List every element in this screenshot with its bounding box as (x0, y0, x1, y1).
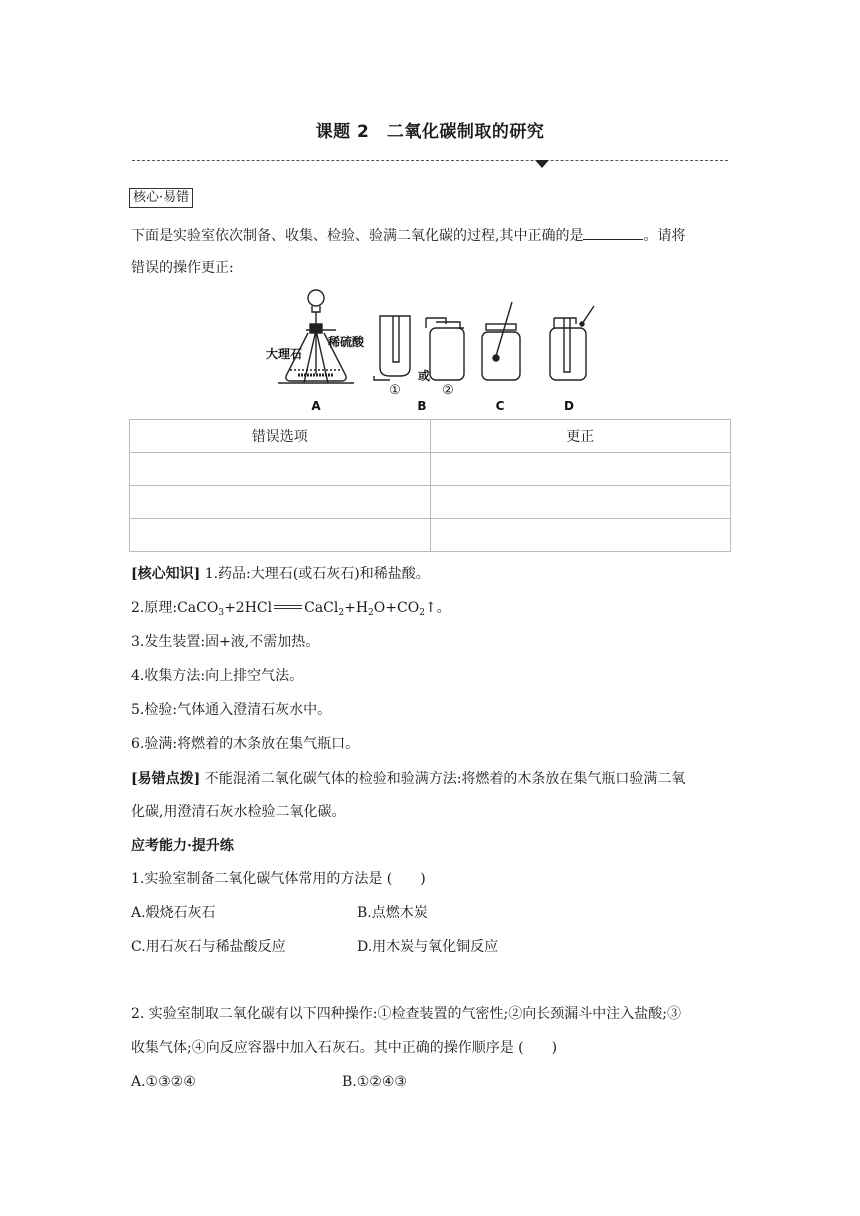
equation-sub: 2 (419, 608, 425, 618)
apparatus-figure (250, 284, 620, 416)
question-intro-text: 下面是实验室依次制备、收集、检验、验满二氧化碳的过程,其中正确的是 (131, 228, 584, 244)
practice-heading: 应考能力·提升练 (131, 838, 234, 854)
answer-cell[interactable] (430, 453, 731, 486)
label-2: ② (442, 383, 454, 398)
answer-cell[interactable] (130, 486, 431, 519)
label-marble: 大理石 (266, 347, 303, 361)
label-a: A (311, 399, 321, 413)
page-title: 课题 2 二氧化碳制取的研究 (315, 122, 545, 142)
label-1: ① (389, 383, 401, 398)
core-knowledge-item4: 4.收集方法:向上排空气法。 (131, 668, 304, 684)
table-header-row (130, 420, 731, 453)
q2-option-a[interactable]: A.①③②④ (131, 1074, 196, 1090)
apparatus-b2 (426, 318, 464, 380)
q1-option-b[interactable]: B.点燃木炭 (357, 905, 428, 921)
label-or: 或 (418, 369, 431, 383)
tip-line2: 化碳,用澄清石灰水检验二氧化碳。 (131, 804, 346, 820)
equation-text: O+CO (373, 600, 420, 616)
q2-stem-line1: 2. 实验室制取二氧化碳有以下四种操作:①检查装置的气密性;②向长颈漏斗中注入盐酸;③ (131, 1006, 681, 1022)
question-intro-line2: 错误的操作更正: (131, 260, 234, 276)
header-correction: 更正 (430, 420, 731, 453)
equation-text: ↑。 (424, 600, 451, 616)
q2-option-b[interactable]: B.①②④③ (342, 1074, 407, 1090)
table-row (130, 453, 731, 486)
header-wrong-option: 错误选项 (130, 420, 431, 453)
core-knowledge-item1: 1.药品:大理石(或石灰石)和稀盐酸。 (200, 566, 430, 582)
apparatus-b1 (374, 316, 410, 380)
core-knowledge-item3: 3.发生装置:固+液,不需加热。 (131, 634, 320, 650)
q1-stem: 1.实验室制备二氧化碳气体常用的方法是 ( ) (131, 871, 426, 887)
core-knowledge-label: [核心知识] (131, 566, 201, 582)
correction-table (129, 419, 731, 552)
core-knowledge-equation (131, 598, 451, 618)
q2-stem-line2: 收集气体;④向反应容器中加入石灰石。其中正确的操作顺序是 ( ) (131, 1040, 558, 1056)
q1-option-c[interactable]: C.用石灰石与稀盐酸反应 (131, 939, 286, 955)
core-knowledge-item5: 5.检验:气体通入澄清石灰水中。 (131, 702, 332, 718)
equation-sub: 2 (338, 608, 345, 618)
q1-option-d[interactable]: D.用木炭与氧化铜反应 (357, 939, 499, 955)
label-acid: 稀硫酸 (328, 335, 365, 349)
equation-sub: 2 (368, 608, 374, 618)
equation-text: 2.原理:CaCO (131, 600, 219, 616)
equation-text: +H (344, 600, 369, 616)
label-d: D (564, 399, 574, 413)
title-divider (132, 160, 728, 161)
table-row (130, 486, 731, 519)
equals-sign-icon (274, 605, 302, 611)
label-b: B (417, 399, 427, 413)
divider-marker-icon (535, 160, 549, 168)
equation-text: CaCl (304, 600, 339, 616)
question-intro-tail: 。请将 (643, 228, 686, 244)
equation-sub: 3 (218, 608, 225, 618)
core-knowledge-line1 (131, 564, 430, 584)
answer-cell[interactable] (430, 519, 731, 552)
apparatus-d (550, 306, 594, 380)
question-intro-line1 (131, 225, 685, 246)
tip-label: [易错点拨] (131, 771, 201, 787)
tip-line1 (131, 769, 685, 789)
q1-option-a[interactable]: A.煅烧石灰石 (131, 905, 216, 921)
apparatus-c (482, 302, 520, 380)
answer-cell[interactable] (130, 453, 431, 486)
table-row (130, 519, 731, 552)
tip-text: 不能混淆二氧化碳气体的检验和验满方法:将燃着的木条放在集气瓶口验满二氧 (200, 771, 686, 787)
answer-blank[interactable] (583, 225, 643, 240)
equation-text: +2HCl (224, 600, 273, 616)
label-c: C (495, 399, 505, 413)
answer-cell[interactable] (430, 486, 731, 519)
answer-cell[interactable] (130, 519, 431, 552)
section-tag: 核心·易错 (129, 188, 193, 208)
core-knowledge-item6: 6.验满:将燃着的木条放在集气瓶口。 (131, 736, 360, 752)
